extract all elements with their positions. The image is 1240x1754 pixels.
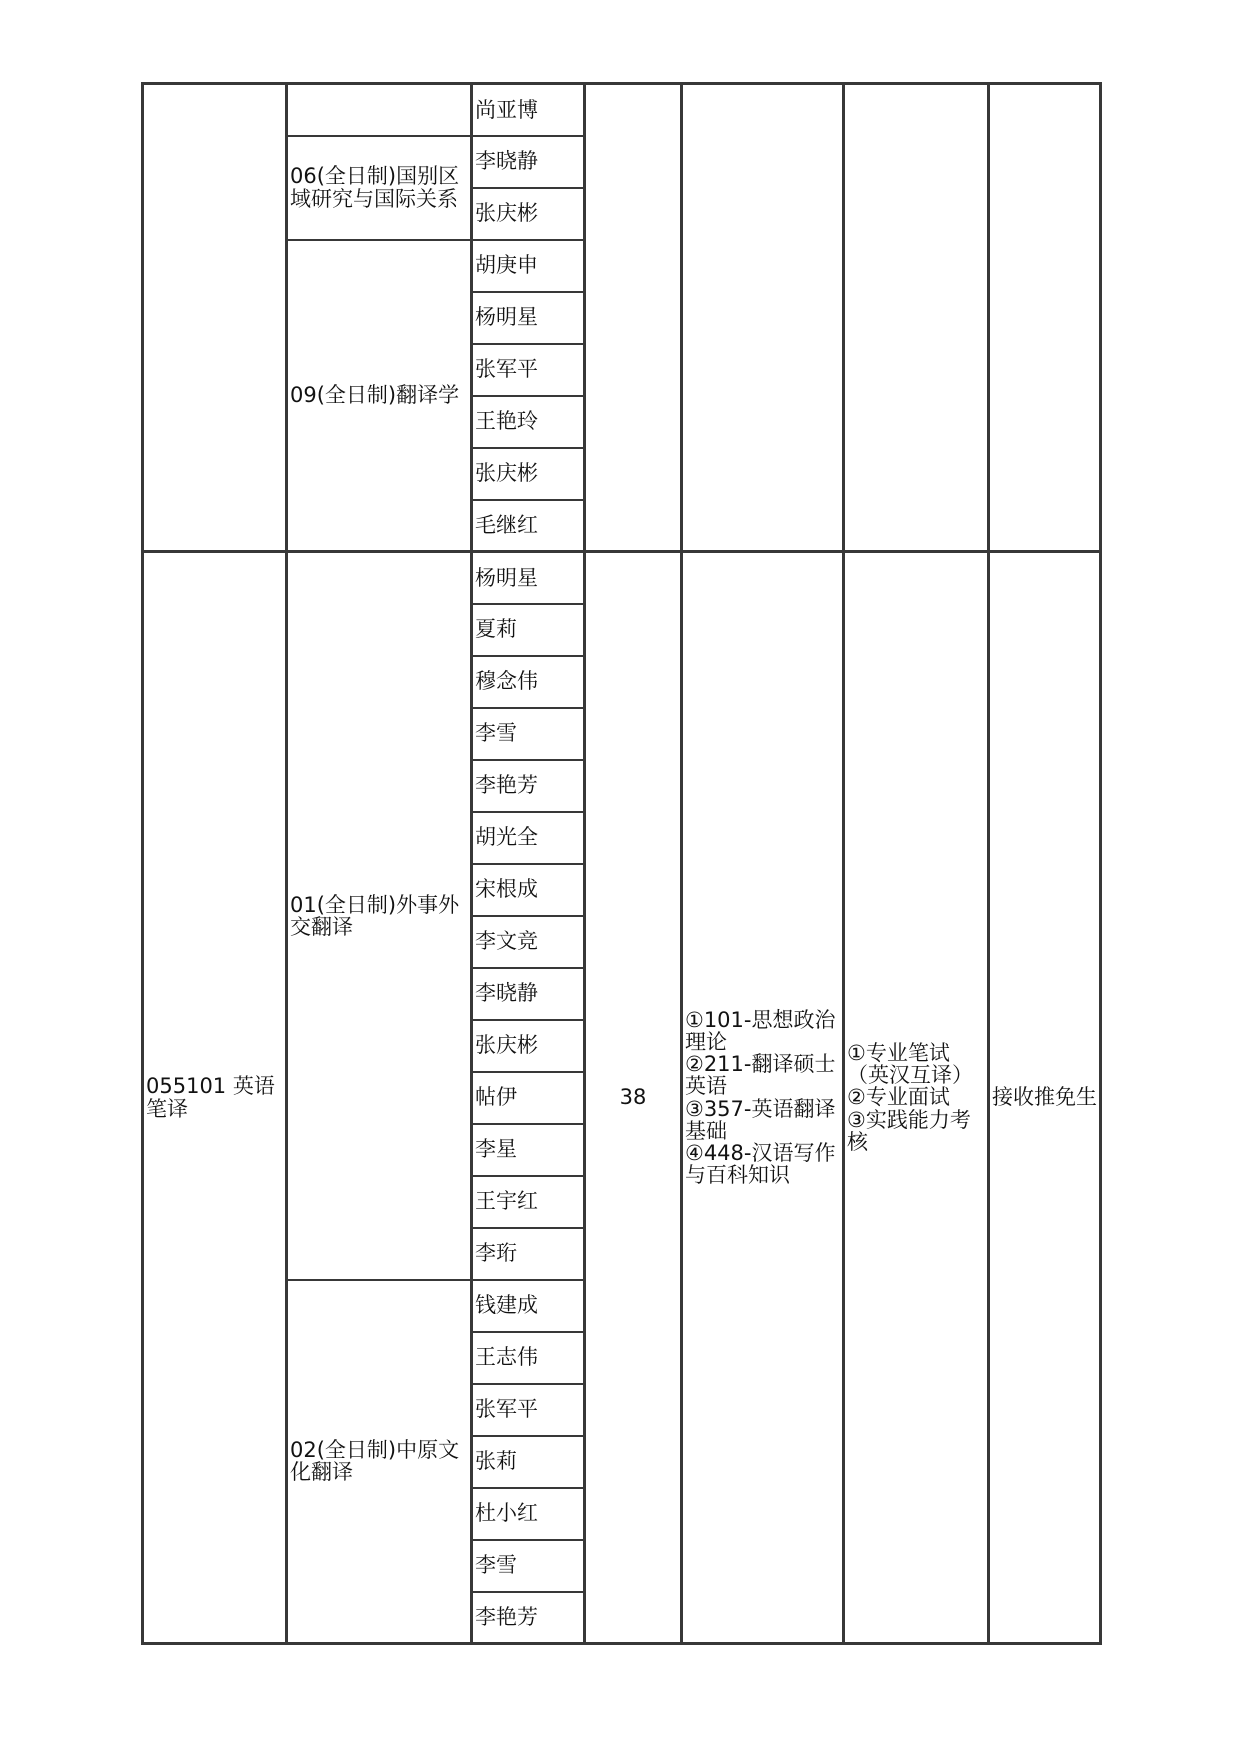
supervisor-name-cell: 张庆彬 — [472, 448, 585, 500]
direction-cell — [287, 84, 472, 136]
supervisor-name-cell: 李晓静 — [472, 136, 585, 188]
exam-subjects-cell — [682, 84, 844, 552]
supervisor-name-cell: 胡庚申 — [472, 240, 585, 292]
supervisor-name-cell: 李文竞 — [472, 916, 585, 968]
supervisor-name-cell: 张军平 — [472, 1384, 585, 1436]
supervisor-name-cell: 王志伟 — [472, 1332, 585, 1384]
supervisor-name-cell: 张庆彬 — [472, 188, 585, 240]
supervisor-name-cell: 张军平 — [472, 344, 585, 396]
exam-subjects-cell: ①101-思想政治理论 ②211-翻译硕士英语 ③357-英语翻译基础 ④448-汉语写作与百科知识 — [682, 552, 844, 1644]
supervisor-name-cell: 张庆彬 — [472, 1020, 585, 1072]
direction-cell: 02(全日制)中原文化翻译 — [287, 1280, 472, 1644]
supervisor-name-cell: 帖伊 — [472, 1072, 585, 1124]
program-cell: 055101 英语笔译 — [143, 552, 287, 1644]
admissions-table-body — [143, 84, 1101, 1644]
remark-cell — [989, 84, 1101, 552]
supervisor-name-cell: 李艳芳 — [472, 1592, 585, 1644]
supervisor-name-cell: 杨明星 — [472, 552, 585, 604]
direction-cell: 01(全日制)外事外交翻译 — [287, 552, 472, 1280]
supervisor-name-cell: 胡光全 — [472, 812, 585, 864]
supervisor-name-cell: 杜小红 — [472, 1488, 585, 1540]
quota-cell: 38 — [585, 552, 682, 1644]
program-cell — [143, 84, 287, 552]
supervisor-name-cell: 夏莉 — [472, 604, 585, 656]
supervisor-name-cell: 毛继红 — [472, 500, 585, 552]
supervisor-name-cell: 李艳芳 — [472, 760, 585, 812]
table-row — [143, 552, 1101, 604]
quota-cell — [585, 84, 682, 552]
direction-cell: 06(全日制)国别区域研究与国际关系 — [287, 136, 472, 240]
retest-cell: ①专业笔试 （英汉互译） ②专业面试 ③实践能力考核 — [844, 552, 989, 1644]
supervisor-name-cell: 张莉 — [472, 1436, 585, 1488]
direction-cell: 09(全日制)翻译学 — [287, 240, 472, 552]
supervisor-name-cell: 李珩 — [472, 1228, 585, 1280]
table-row — [143, 84, 1101, 136]
supervisor-name-cell: 李晓静 — [472, 968, 585, 1020]
supervisor-name-cell: 王艳玲 — [472, 396, 585, 448]
supervisor-name-cell: 王宇红 — [472, 1176, 585, 1228]
supervisor-name-cell: 穆念伟 — [472, 656, 585, 708]
supervisor-name-cell: 宋根成 — [472, 864, 585, 916]
supervisor-name-cell: 李星 — [472, 1124, 585, 1176]
supervisor-name-cell: 尚亚博 — [472, 84, 585, 136]
supervisor-name-cell: 钱建成 — [472, 1280, 585, 1332]
remark-cell: 接收推免生 — [989, 552, 1101, 1644]
supervisor-name-cell: 李雪 — [472, 708, 585, 760]
retest-cell — [844, 84, 989, 552]
supervisor-name-cell: 李雪 — [472, 1540, 585, 1592]
admissions-table — [141, 82, 1102, 1645]
supervisor-name-cell: 杨明星 — [472, 292, 585, 344]
